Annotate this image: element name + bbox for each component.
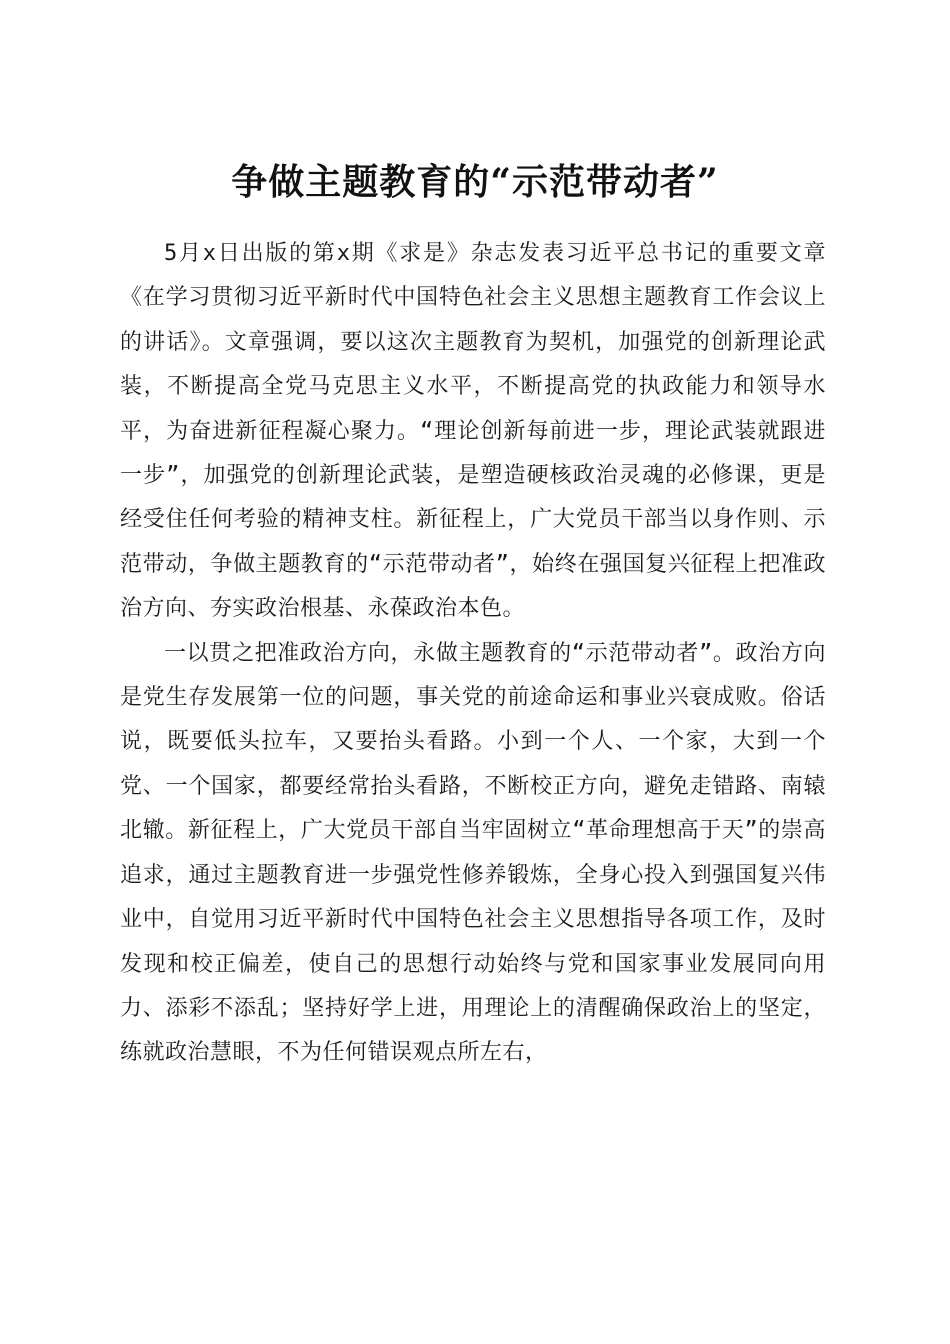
document-title: 争做主题教育的“示范带动者” [231,161,719,204]
paragraph-2: 一以贯之把准政治方向，永做主题教育的“示范带动者”。政治方向是党生存发展第一位的问题，事关党的前途命运和事业兴衰成败。俗话说，既要低头拉车，又要抬头看路。小到一个人、一个家，大到一个党、一个国家，都要经常抬头看路，不断校正方向，避免走错路、南辕北辙。新征程上，广大党员干部自当牢固树立“革命理想高于天”的崇高追求，通过主题教育进一步强党性修养锻炼，全身心投入到强国复兴伟业中，自觉用习近平新时代中国特色社会主义思想指导各项工作，及时发现和校正偏差，使自己的思想行动始终与党和国家事业发展同向用力、添彩不添乱；坚持好学上进，用理论上的清醒确保政治上的坚定，练就政治慧眼，不为任何错误观点所左右， [120,640,826,1066]
document-body [120,232,826,1076]
paragraph-1: 5月x日出版的第x期《求是》杂志发表习近平总书记的重要文章《在学习贯彻习近平新时代中国特色社会主义思想主题教育工作会议上的讲话》。文章强调，要以这次主题教育为契机，加强党的创新理论武装，不断提高全党马克思主义水平，不断提高党的执政能力和领导水平，为奋进新征程凝心聚力。“理论创新每前进一步，理论武装就跟进一步”，加强党的创新理论武装，是塑造硬核政治灵魂的必修课，更是经受住任何考验的精神支柱。新征程上，广大党员干部当以身作则、示范带动，争做主题教育的“示范带动者”，始终在强国复兴征程上把准政治方向、夯实政治根基、永葆政治本色。 [120,241,826,622]
